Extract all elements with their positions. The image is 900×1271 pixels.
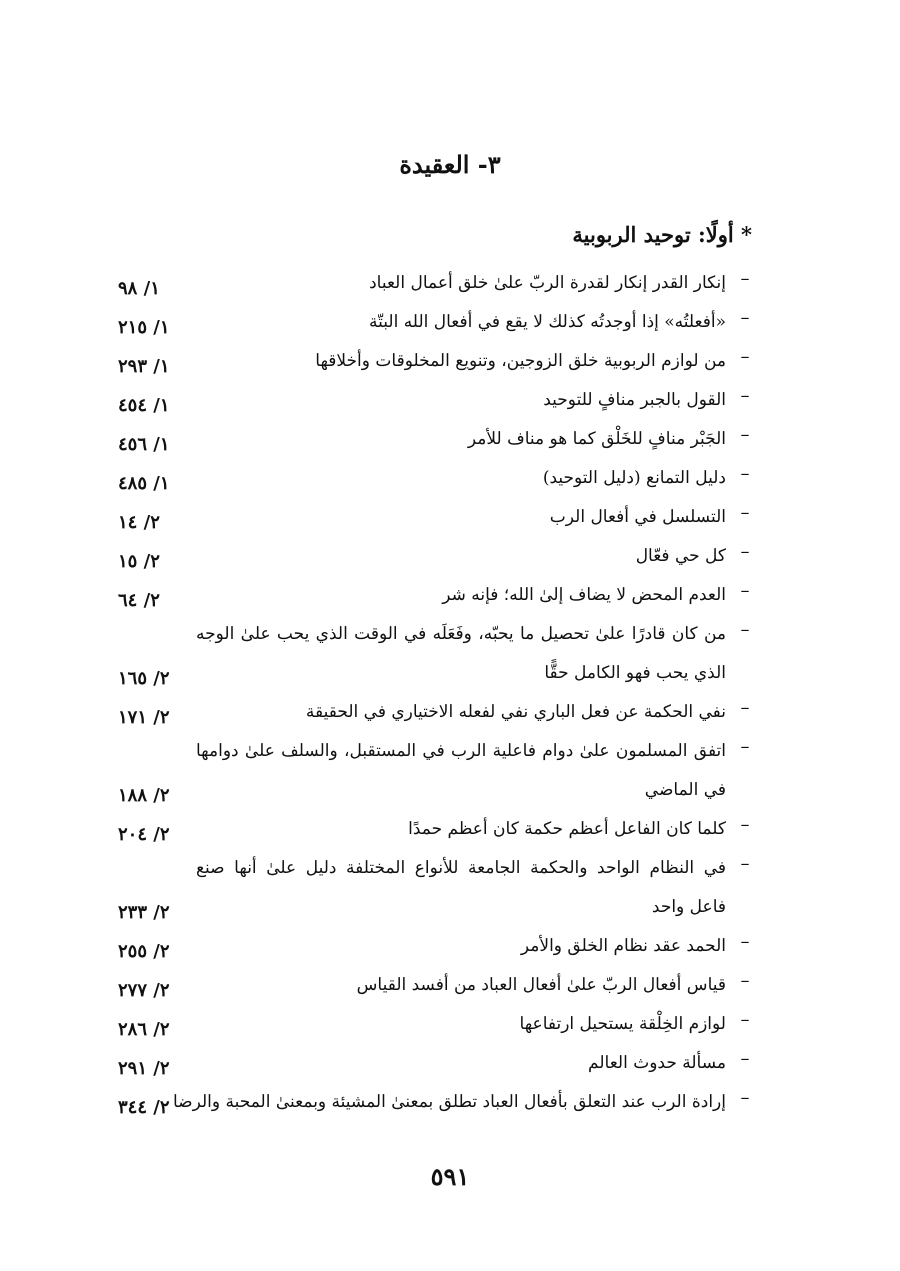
entry-text: «أفعلتُه» إذا أوجدتُه كذلك لا يقع في أفعال الله البتّة (369, 312, 726, 332)
section-title: * أولًا: توحيد الربوبية (572, 222, 752, 247)
entry-dash: – (740, 268, 750, 289)
entry-reference: ١/ ٩٨ (118, 278, 160, 299)
entry-dash: – (740, 1048, 750, 1069)
entry-dash: – (740, 814, 750, 835)
entry-dash: – (740, 580, 750, 601)
entry-dash: – (740, 502, 750, 523)
entry-reference: ٢/ ١٦٥ (118, 668, 170, 689)
entry-reference: ٢/ ٢٥٥ (118, 941, 170, 962)
entry-text: مسألة حدوث العالم (588, 1053, 726, 1073)
entry-text: في النظام الواحد والحكمة الجامعة للأنواع المختلفة دليل علىٰ أنها صنع فاعل واحد (196, 858, 726, 917)
index-entry (0, 1083, 900, 1122)
entry-text: اتفق المسلمون علىٰ دوام فاعلية الرب في المستقبل، والسلف علىٰ دوامها في الماضي (196, 741, 726, 800)
index-entry (0, 966, 900, 1005)
entry-dash: – (740, 307, 750, 328)
entry-dash: – (740, 346, 750, 367)
entry-text: من لوازم الربوبية خلق الزوجين، وتنويع المخلوقات وأخلاقها (315, 351, 726, 371)
entry-text: من كان قادرًا علىٰ تحصيل ما يحبّه، وفَعَلَه في الوقت الذي يحب علىٰ الوجه الذي يحب فهو الكامل حقًّا (196, 624, 726, 683)
entry-dash: – (740, 463, 750, 484)
index-entry (0, 693, 900, 732)
chapter-heading: ٣- العقيدة (399, 150, 501, 179)
entry-reference: ٢/ ١٥ (118, 551, 160, 572)
entry-dash: – (740, 619, 750, 640)
entry-reference: ١/ ٤٥٤ (118, 395, 170, 416)
page-number: ٥٩١ (430, 1162, 470, 1191)
index-entry (0, 420, 900, 459)
entry-reference: ٢/ ١٧١ (118, 707, 170, 728)
entry-reference: ٢/ ٢٠٤ (118, 824, 170, 845)
entry-dash: – (740, 541, 750, 562)
entry-dash: – (740, 853, 750, 874)
index-entry (0, 264, 900, 303)
index-entry (0, 342, 900, 381)
entry-text: إرادة الرب عند التعلق بأفعال العباد تطلق بمعنىٰ المشيئة وبمعنىٰ المحبة والرضا (173, 1092, 726, 1112)
entry-text: العدم المحض لا يضاف إلىٰ الله؛ فإنه شر (442, 585, 726, 605)
entry-text: دليل التمانع (دليل التوحيد) (542, 468, 726, 488)
index-entry (0, 576, 900, 615)
entry-reference: ٢/ ١٨٨ (118, 785, 170, 806)
entry-text: إنكار القدر إنكار لقدرة الربّ علىٰ خلق أعمال العباد (369, 273, 726, 293)
entry-reference: ١/ ٤٨٥ (118, 473, 170, 494)
entry-dash: – (740, 385, 750, 406)
index-entry (0, 1005, 900, 1044)
entry-dash: – (740, 424, 750, 445)
entry-reference: ٢/ ١٤ (118, 512, 160, 533)
entry-reference: ٢/ ٢٣٣ (118, 902, 170, 923)
entry-dash: – (740, 931, 750, 952)
entry-text: الجَبْر منافٍ للخَلْق كما هو مناف للأمر (467, 429, 726, 449)
index-entry (0, 810, 900, 849)
entry-reference: ٢/ ٢٩١ (118, 1058, 170, 1079)
entry-text: كلما كان الفاعل أعظم حكمة كان أعظم حمدًا (408, 819, 726, 839)
entry-text: قياس أفعال الربّ علىٰ أفعال العباد من أفسد القياس (356, 975, 726, 995)
index-entry (0, 459, 900, 498)
index-entry (0, 1044, 900, 1083)
entry-reference: ٢/ ٦٤ (118, 590, 160, 611)
index-entry (0, 615, 900, 693)
index-entries (0, 264, 900, 1122)
entry-text: الحمد عقد نظام الخلق والأمر (520, 936, 726, 956)
entry-reference: ٢/ ٣٤٤ (118, 1097, 170, 1118)
entry-dash: – (740, 736, 750, 757)
entry-reference: ٢/ ٢٨٦ (118, 1019, 170, 1040)
entry-text: نفي الحكمة عن فعل الباري نفي لفعله الاختياري في الحقيقة (305, 702, 726, 722)
entry-dash: – (740, 1009, 750, 1030)
index-entry (0, 303, 900, 342)
index-entry (0, 537, 900, 576)
entry-text: القول بالجبر منافٍ للتوحيد (543, 390, 726, 410)
entry-reference: ١/ ٢١٥ (118, 317, 170, 338)
entry-text: كل حي فعّال (635, 546, 726, 566)
entry-dash: – (740, 970, 750, 991)
index-entry (0, 927, 900, 966)
entry-text: التسلسل في أفعال الرب (549, 507, 726, 527)
index-entry (0, 498, 900, 537)
entry-text: لوازم الخِلْقة يستحيل ارتفاعها (519, 1014, 726, 1034)
entry-reference: ٢/ ٢٧٧ (118, 980, 170, 1001)
index-entry (0, 381, 900, 420)
entry-dash: – (740, 1087, 750, 1108)
index-entry (0, 849, 900, 927)
entry-dash: – (740, 697, 750, 718)
entry-reference: ١/ ٢٩٣ (118, 356, 170, 377)
entry-reference: ١/ ٤٥٦ (118, 434, 170, 455)
index-entry (0, 732, 900, 810)
